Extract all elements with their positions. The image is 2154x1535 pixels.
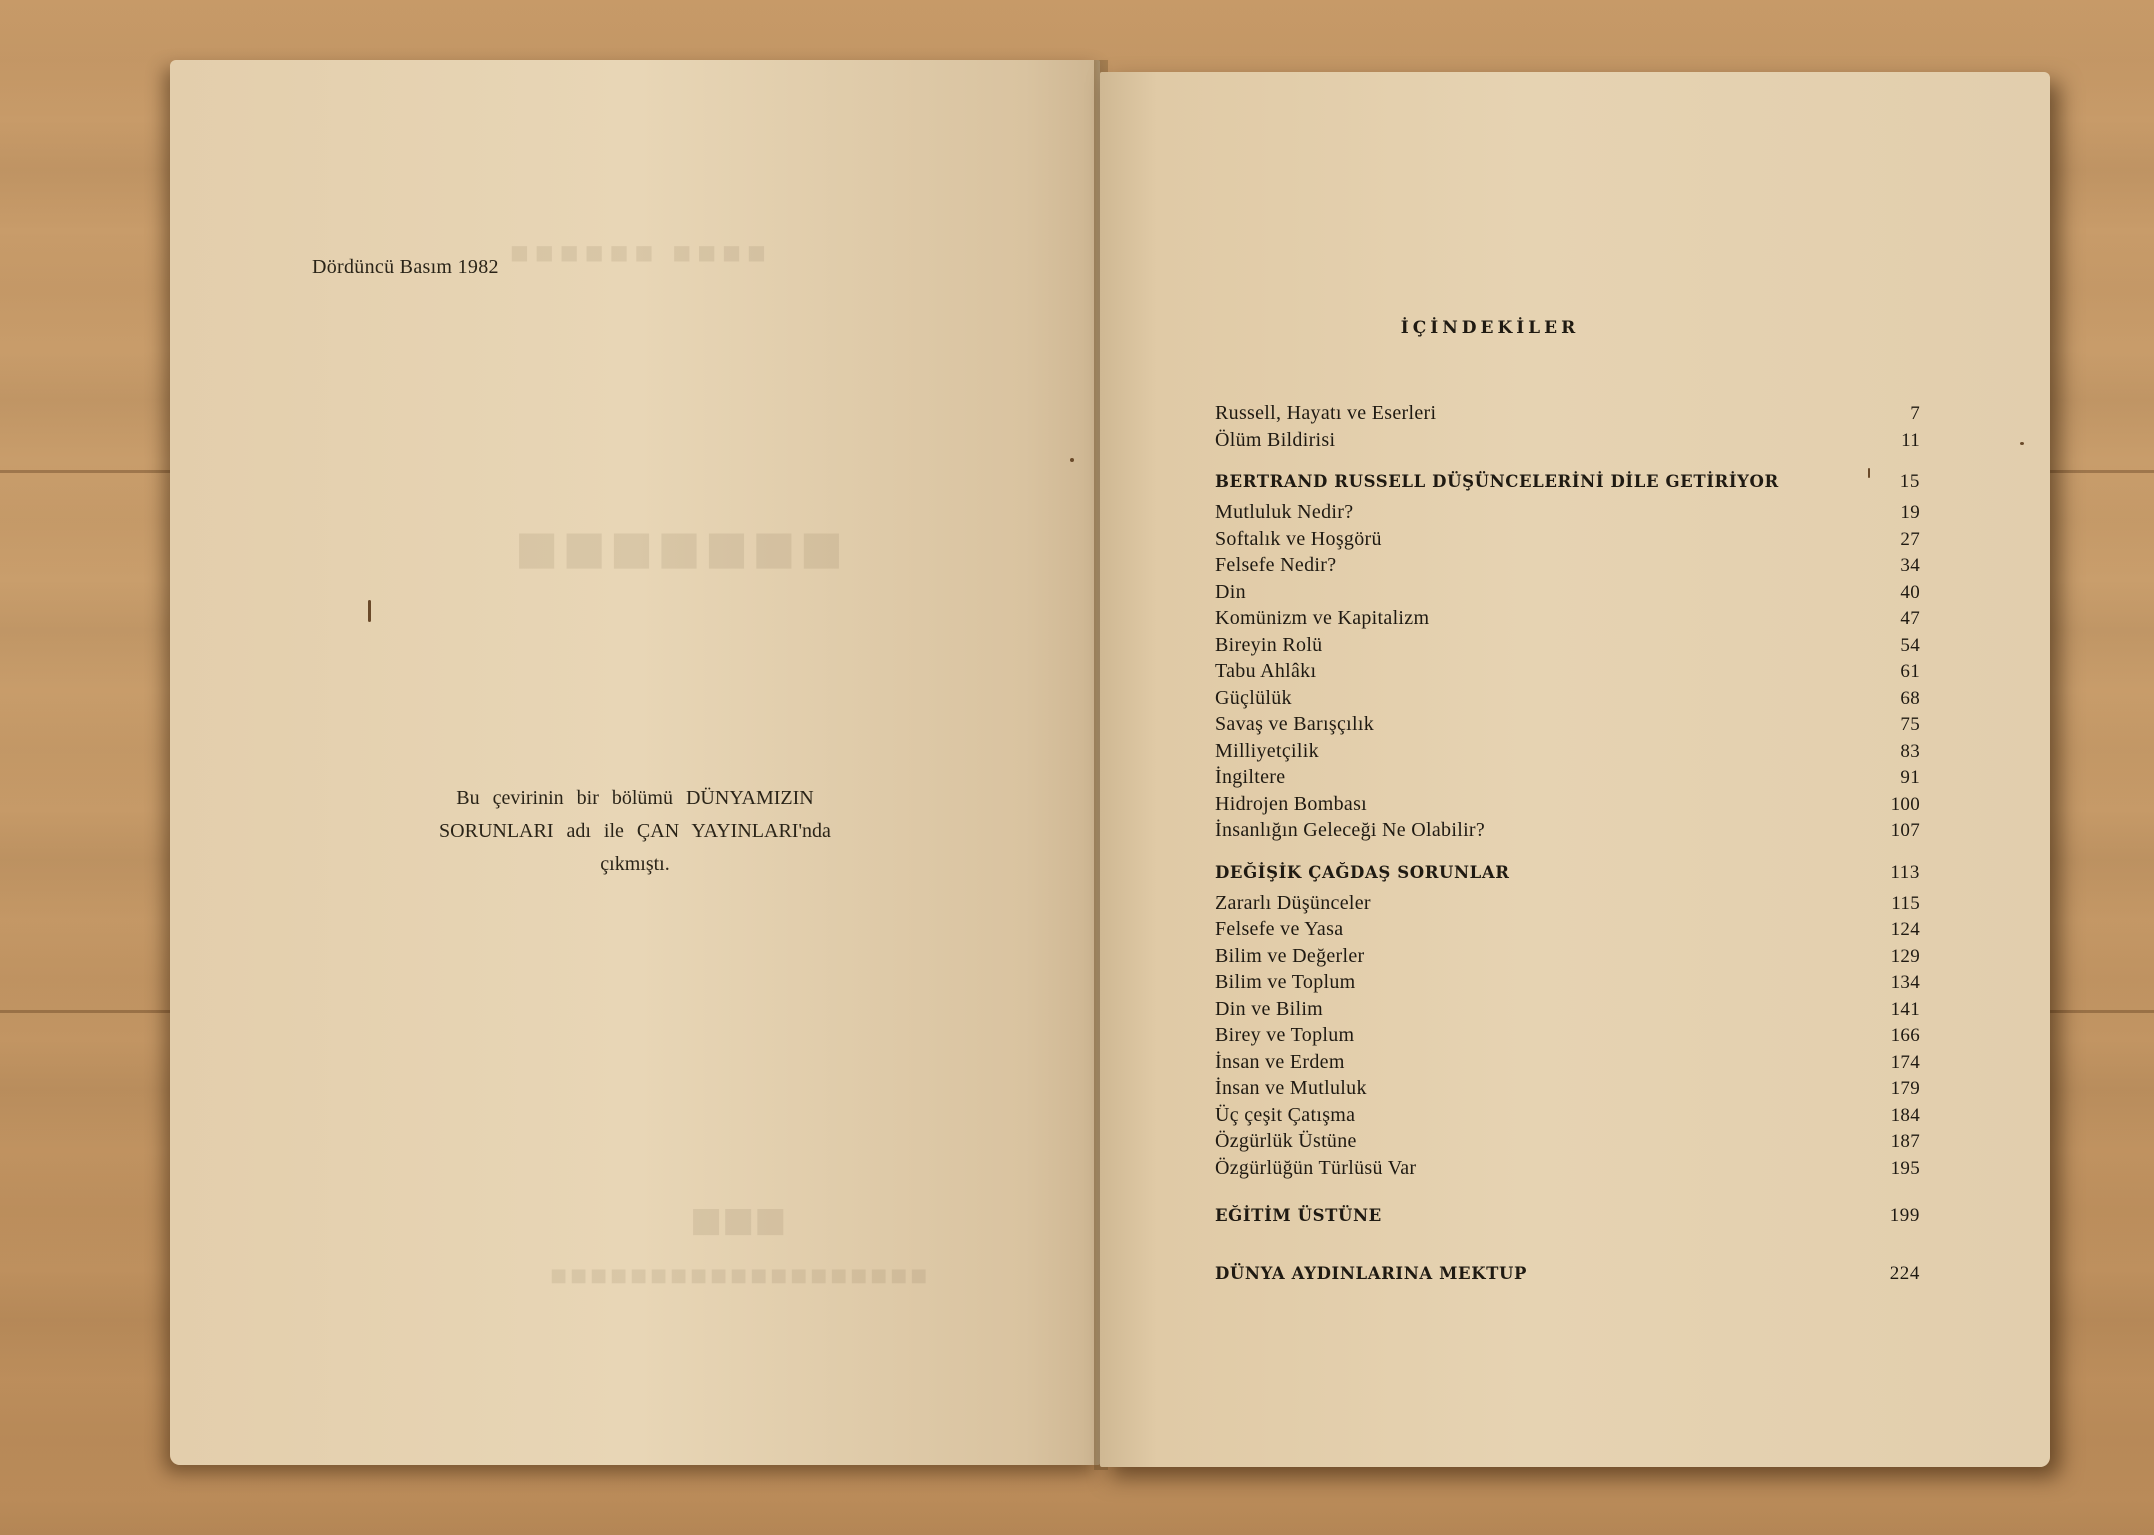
toc-section-page: 224 [1889, 1263, 1920, 1284]
toc-entry [1215, 918, 1920, 945]
toc-entry-title: Felsefe ve Yasa [1215, 918, 1344, 940]
toc-title: İÇİNDEKİLER [1400, 318, 1580, 338]
toc-section [1215, 1205, 1920, 1247]
toc-entry [1215, 687, 1920, 714]
show-through-imprint: ■■■■■■■■■■■■■■■■■■■ [550, 1265, 931, 1286]
toc-entry-page: 91 [1900, 767, 1920, 788]
show-through-logo: ■■■ [690, 1200, 787, 1240]
toc-section [1215, 1263, 1920, 1293]
toc-entry-title: Din [1215, 580, 1246, 603]
toc-entry-title: Milliyetçilik [1215, 739, 1319, 762]
toc-entry [1215, 429, 1920, 456]
left-page [170, 60, 1100, 1465]
toc-entry [1215, 1051, 1920, 1078]
toc-entry-title: İnsanlığın Geleceği Ne Olabilir? [1215, 819, 1486, 841]
toc-entry-page: 134 [1890, 972, 1920, 993]
toc-entry-page: 195 [1890, 1157, 1920, 1179]
toc-entry [1215, 998, 1920, 1025]
publication-note-line: Bu çevirinin bir bölümü DÜNYAMIZIN [456, 787, 814, 809]
toc-entry [1215, 740, 1920, 767]
toc-entry [1215, 581, 1920, 608]
toc-entry [1215, 607, 1920, 634]
toc-entry-title: Özgürlük Üstüne [1215, 1130, 1357, 1152]
toc-entry-page: 75 [1900, 714, 1920, 735]
toc-section-title: DÜNYA AYDINLARINA MEKTUP [1215, 1264, 1528, 1283]
toc-section [1215, 471, 1920, 501]
toc-entry [1215, 1104, 1920, 1131]
publication-note [400, 782, 870, 881]
toc-entry [1215, 1024, 1920, 1051]
toc-entry-page: 7 [1910, 403, 1920, 424]
toc-entry-page: 47 [1900, 608, 1920, 629]
toc-entry-page: 107 [1890, 820, 1920, 841]
toc-section-title: EĞİTİM ÜSTÜNE [1215, 1206, 1382, 1225]
toc-section-page: 15 [1899, 471, 1920, 492]
toc-entry-title: Güçlülük [1215, 686, 1292, 709]
toc-entry-page: 34 [1900, 555, 1920, 576]
toc-entry-title: Birey ve Toplum [1215, 1024, 1355, 1046]
toc-entry [1215, 501, 1920, 528]
toc-entry [1215, 766, 1920, 793]
toc-section-page: 113 [1890, 861, 1920, 883]
publication-note-line: çıkmıştı. [600, 853, 670, 875]
paper-speck [1868, 468, 1870, 478]
toc-entry-page: 141 [1890, 998, 1920, 1020]
toc-entry-title: Komünizm ve Kapitalizm [1215, 607, 1430, 629]
toc-entry-page: 61 [1900, 661, 1920, 682]
toc-entry [1215, 634, 1920, 661]
toc-entry-title: Üç çeşit Çatışma [1215, 1103, 1356, 1126]
toc-entry-page: 166 [1890, 1025, 1920, 1046]
toc-section-title: DEĞİŞİK ÇAĞDAŞ SORUNLAR [1215, 862, 1510, 882]
toc-entry-page: 19 [1900, 502, 1920, 523]
toc-entry-title: Tabu Ahlâkı [1215, 660, 1317, 682]
toc-entry-title: Felsefe Nedir? [1215, 554, 1337, 576]
toc-entry-title: Bilim ve Toplum [1215, 971, 1356, 993]
toc-entry [1215, 793, 1920, 820]
toc-entry-title: Bilim ve Değerler [1215, 944, 1365, 967]
toc-entry-page: 184 [1890, 1104, 1920, 1126]
toc-entry-title: Ölüm Bildirisi [1215, 428, 1336, 451]
toc-entry-page: 115 [1891, 892, 1920, 914]
edition-note: Dördüncü Basım 1982 [312, 256, 499, 278]
toc-entry [1215, 1130, 1920, 1157]
toc-section-page: 199 [1889, 1205, 1920, 1226]
toc-entry [1215, 660, 1920, 687]
toc-entry-page: 174 [1890, 1051, 1920, 1073]
toc-entry [1215, 713, 1920, 740]
show-through-text: ■■■■■■ ■■■■ [510, 240, 772, 264]
toc-entry-title: Özgürlüğün Türlüsü Var [1215, 1156, 1417, 1179]
toc-entry-page: 27 [1900, 528, 1920, 550]
toc-entry-page: 40 [1900, 581, 1920, 603]
right-page [1100, 72, 2050, 1467]
toc-entry-page: 179 [1890, 1078, 1920, 1099]
toc-entry-page: 100 [1890, 793, 1920, 815]
toc-entry [1215, 971, 1920, 998]
toc-entry-page: 54 [1900, 634, 1920, 656]
table-of-contents [1215, 402, 1920, 1293]
toc-entry-title: İngiltere [1215, 766, 1286, 788]
toc-entry-page: 68 [1900, 687, 1920, 709]
toc-entry-page: 129 [1890, 945, 1920, 967]
paper-speck [2020, 442, 2024, 445]
paper-mark [368, 600, 371, 622]
toc-entry [1215, 1077, 1920, 1104]
toc-entry-title: Russell, Hayatı ve Eserleri [1215, 402, 1437, 424]
paper-speck [1070, 458, 1074, 462]
toc-section-title: BERTRAND RUSSELL DÜŞÜNCELERİNİ DİLE GETİRİYOR [1215, 472, 1779, 491]
toc-entry-page: 187 [1890, 1131, 1920, 1152]
show-through-title: ■■■■■■■ [515, 520, 848, 574]
toc-entry-title: Savaş ve Barışçılık [1215, 713, 1375, 735]
toc-entry [1215, 892, 1920, 919]
toc-entry-title: Mutluluk Nedir? [1215, 501, 1354, 523]
toc-entry-title: Softalık ve Hoşgörü [1215, 527, 1382, 550]
toc-entry-page: 11 [1901, 429, 1920, 451]
toc-entry [1215, 554, 1920, 581]
toc-entry [1215, 819, 1920, 846]
toc-entry-title: Din ve Bilim [1215, 997, 1324, 1020]
toc-section [1215, 862, 1920, 892]
toc-entry-page: 124 [1890, 919, 1920, 940]
toc-entry-title: İnsan ve Mutluluk [1215, 1077, 1367, 1099]
toc-entry-title: Zararlı Düşünceler [1215, 891, 1371, 914]
toc-entry [1215, 945, 1920, 972]
toc-entry [1215, 1157, 1920, 1184]
publication-note-line: SORUNLARI adı ile ÇAN YAYINLARI'nda [439, 820, 831, 842]
toc-entry-title: Bireyin Rolü [1215, 633, 1323, 656]
toc-entry-title: İnsan ve Erdem [1215, 1050, 1345, 1073]
toc-entry-title: Hidrojen Bombası [1215, 792, 1368, 815]
toc-entry-page: 83 [1900, 740, 1920, 762]
toc-entry [1215, 528, 1920, 555]
toc-entry [1215, 402, 1920, 429]
